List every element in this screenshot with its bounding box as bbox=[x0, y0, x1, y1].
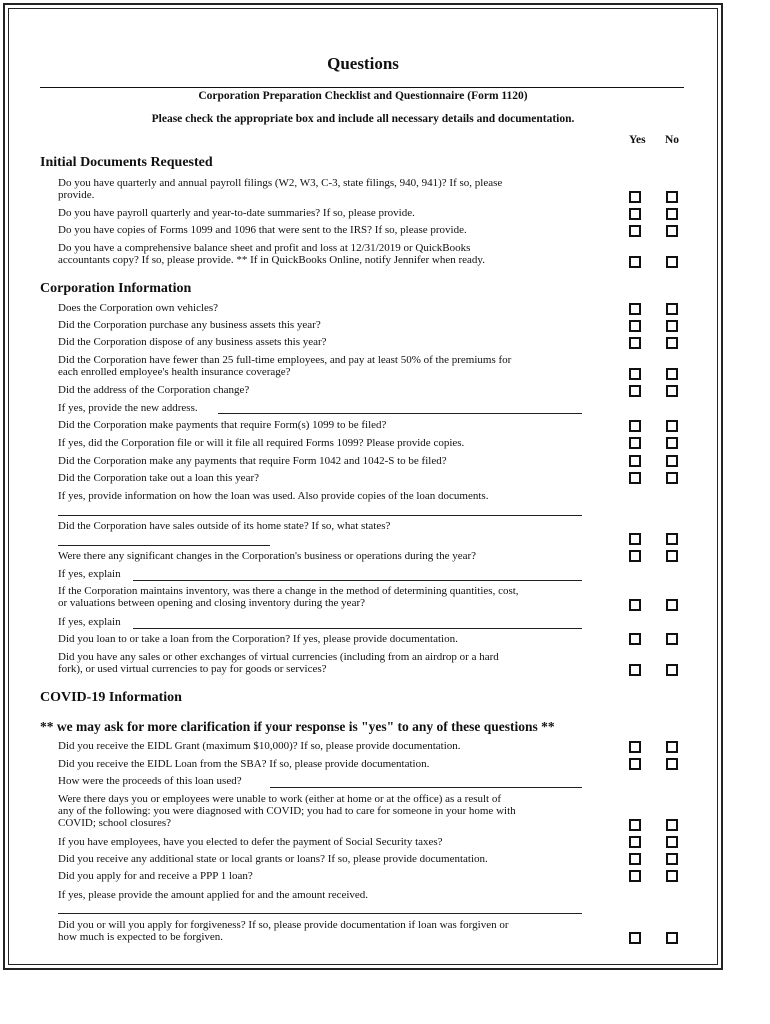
question-dispose-assets: Did the Corporation dispose of any business assets this year? bbox=[58, 336, 327, 348]
checkbox-yes-payroll-filings[interactable] bbox=[629, 191, 641, 203]
checkbox-yes-health-insurance[interactable] bbox=[629, 368, 641, 380]
checkbox-no-state-local-grants[interactable] bbox=[666, 853, 678, 865]
loan-usage-field[interactable] bbox=[58, 515, 582, 516]
checkbox-yes-sales-outside-state[interactable] bbox=[629, 533, 641, 545]
question-loan-corporation: Did you loan to or take a loan from the Corporation? If yes, please provide documentation. bbox=[58, 633, 458, 645]
checkbox-no-sales-outside-state[interactable] bbox=[666, 533, 678, 545]
question-form-1099-payments: Did the Corporation make payments that require Form(s) 1099 to be filed? bbox=[58, 419, 387, 431]
question-filed-forms-1099: If yes, did the Corporation file or will it file all required Forms 1099? Please provide copies. bbox=[58, 437, 465, 449]
label-loan-proceeds: How were the proceeds of this loan used? bbox=[58, 775, 242, 787]
checkbox-no-eidl-loan[interactable] bbox=[666, 758, 678, 770]
checkbox-no-ppp-forgiveness[interactable] bbox=[666, 932, 678, 944]
question-virtual-currencies: Did you have any sales or other exchanges of virtual currencies (including from an airdrop or a hard fork), or used virtual currencies to pay for goods or services? bbox=[58, 651, 499, 675]
checkbox-no-health-insurance[interactable] bbox=[666, 368, 678, 380]
question-ppp-forgiveness: Did you or will you apply for forgiveness? If so, please provide documentation if loan was forgiven or how much is expected to be forgiven. bbox=[58, 919, 509, 943]
checkbox-yes-balance-sheet[interactable] bbox=[629, 256, 641, 268]
question-state-local-grants: Did you receive any additional state or local grants or loans? If so, please provide documentation. bbox=[58, 853, 488, 865]
question-sales-outside-state: Did the Corporation have sales outside of its home state? If so, what states? bbox=[58, 520, 391, 532]
checkbox-yes-state-local-grants[interactable] bbox=[629, 853, 641, 865]
page-title: Questions bbox=[327, 54, 399, 73]
explain-changes-field[interactable] bbox=[133, 580, 582, 581]
checkbox-yes-virtual-currencies[interactable] bbox=[629, 664, 641, 676]
column-header-no: No bbox=[665, 134, 680, 146]
checkbox-yes-take-loan[interactable] bbox=[629, 472, 641, 484]
checkbox-no-balance-sheet[interactable] bbox=[666, 256, 678, 268]
checkbox-no-own-vehicles[interactable] bbox=[666, 303, 678, 315]
label-explain-inventory: If yes, explain bbox=[58, 616, 121, 628]
section-heading-initial-documents: Initial Documents Requested bbox=[40, 155, 213, 170]
states-field[interactable] bbox=[58, 545, 270, 546]
section-heading-corporation-information: Corporation Information bbox=[40, 281, 192, 296]
question-own-vehicles: Does the Corporation own vehicles? bbox=[58, 302, 219, 314]
checkbox-no-inventory-method[interactable] bbox=[666, 599, 678, 611]
column-header-yes: Yes bbox=[629, 134, 646, 146]
checkbox-no-eidl-grant[interactable] bbox=[666, 741, 678, 753]
section-heading-covid: COVID-19 Information bbox=[40, 690, 182, 705]
checkbox-yes-form-1099-payments[interactable] bbox=[629, 420, 641, 432]
checkbox-yes-dispose-assets[interactable] bbox=[629, 337, 641, 349]
checkbox-yes-eidl-grant[interactable] bbox=[629, 741, 641, 753]
loan-proceeds-field[interactable] bbox=[270, 787, 582, 788]
checkbox-no-defer-social-security[interactable] bbox=[666, 836, 678, 848]
question-health-insurance: Did the Corporation have fewer than 25 full-time employees, and pay at least 50% of the premiums for each enrolled employee's health insurance coverage? bbox=[58, 354, 512, 378]
checkbox-no-filed-forms-1099[interactable] bbox=[666, 437, 678, 449]
title-divider bbox=[40, 87, 684, 88]
label-explain-changes: If yes, explain bbox=[58, 568, 121, 580]
question-forms-1099-1096: Do you have copies of Forms 1099 and 1096 that were sent to the IRS? If so, please provide. bbox=[58, 224, 467, 236]
checkbox-no-payroll-summaries[interactable] bbox=[666, 208, 678, 220]
checkbox-yes-unable-to-work[interactable] bbox=[629, 819, 641, 831]
checkbox-no-dispose-assets[interactable] bbox=[666, 337, 678, 349]
checkbox-yes-loan-corporation[interactable] bbox=[629, 633, 641, 645]
checkbox-no-virtual-currencies[interactable] bbox=[666, 664, 678, 676]
question-business-changes: Were there any significant changes in the Corporation's business or operations during the year? bbox=[58, 550, 477, 562]
checkbox-no-take-loan[interactable] bbox=[666, 472, 678, 484]
checkbox-yes-business-changes[interactable] bbox=[629, 550, 641, 562]
checkbox-yes-ppp-forgiveness[interactable] bbox=[629, 932, 641, 944]
new-address-field[interactable] bbox=[218, 413, 582, 414]
label-new-address: If yes, provide the new address. bbox=[58, 402, 198, 414]
question-eidl-loan: Did you receive the EIDL Loan from the SBA? If so, please provide documentation. bbox=[58, 758, 430, 770]
checkbox-no-ppp-loan[interactable] bbox=[666, 870, 678, 882]
checkbox-yes-forms-1099-1096[interactable] bbox=[629, 225, 641, 237]
ppp-amount-field[interactable] bbox=[58, 913, 582, 914]
checkbox-no-loan-corporation[interactable] bbox=[666, 633, 678, 645]
checkbox-yes-eidl-loan[interactable] bbox=[629, 758, 641, 770]
question-ppp-loan: Did you apply for and receive a PPP 1 loan? bbox=[58, 870, 253, 882]
checkbox-no-address-change[interactable] bbox=[666, 385, 678, 397]
form-subtitle: Corporation Preparation Checklist and Questionnaire (Form 1120) bbox=[198, 90, 528, 102]
checkbox-no-unable-to-work[interactable] bbox=[666, 819, 678, 831]
checkbox-yes-inventory-method[interactable] bbox=[629, 599, 641, 611]
checkbox-no-form-1042[interactable] bbox=[666, 455, 678, 467]
checkbox-no-purchase-assets[interactable] bbox=[666, 320, 678, 332]
checkbox-no-business-changes[interactable] bbox=[666, 550, 678, 562]
checkbox-no-form-1099-payments[interactable] bbox=[666, 420, 678, 432]
question-balance-sheet: Do you have a comprehensive balance sheet and profit and loss at 12/31/2019 or QuickBooks accountants copy? If so, please provide. ** If in QuickBooks Online, notify Jennifer when ready. bbox=[58, 242, 485, 266]
question-payroll-filings: Do you have quarterly and annual payroll filings (W2, W3, C-3, state filings, 940, 941)? If so, please provide. bbox=[58, 177, 503, 201]
covid-clarification-note: ** we may ask for more clarification if your response is "yes" to any of these questions ** bbox=[40, 719, 555, 734]
checkbox-yes-own-vehicles[interactable] bbox=[629, 303, 641, 315]
checkbox-yes-filed-forms-1099[interactable] bbox=[629, 437, 641, 449]
question-payroll-summaries: Do you have payroll quarterly and year-to-date summaries? If so, please provide. bbox=[58, 207, 415, 219]
question-unable-to-work: Were there days you or employees were unable to work (either at home or at the office) as a result of any of the following: you were diagnosed with COVID; you had to care for someone in your home with COVID; school closures? bbox=[58, 793, 516, 829]
checkbox-yes-payroll-summaries[interactable] bbox=[629, 208, 641, 220]
checkbox-yes-form-1042[interactable] bbox=[629, 455, 641, 467]
checkbox-yes-address-change[interactable] bbox=[629, 385, 641, 397]
checkbox-yes-defer-social-security[interactable] bbox=[629, 836, 641, 848]
label-ppp-amount: If yes, please provide the amount applied for and the amount received. bbox=[58, 889, 369, 901]
checkbox-no-forms-1099-1096[interactable] bbox=[666, 225, 678, 237]
checkbox-yes-purchase-assets[interactable] bbox=[629, 320, 641, 332]
question-form-1042: Did the Corporation make any payments that require Form 1042 and 1042-S to be filed? bbox=[58, 455, 447, 467]
checkbox-yes-ppp-loan[interactable] bbox=[629, 870, 641, 882]
question-purchase-assets: Did the Corporation purchase any business assets this year? bbox=[58, 319, 321, 331]
question-inventory-method: If the Corporation maintains inventory, was there a change in the method of determining quantities, cost, or valuations between opening and closing inventory during the year? bbox=[58, 585, 519, 609]
explain-inventory-field[interactable] bbox=[133, 628, 582, 629]
instruction-text: Please check the appropriate box and include all necessary details and documentation. bbox=[151, 113, 575, 125]
question-address-change: Did the address of the Corporation change? bbox=[58, 384, 250, 396]
checkbox-no-payroll-filings[interactable] bbox=[666, 191, 678, 203]
question-eidl-grant: Did you receive the EIDL Grant (maximum $10,000)? If so, please provide documentation. bbox=[58, 740, 461, 752]
question-defer-social-security: If you have employees, have you elected to defer the payment of Social Security taxes? bbox=[58, 836, 443, 848]
question-take-loan: Did the Corporation take out a loan this year? bbox=[58, 472, 259, 484]
label-loan-usage: If yes, provide information on how the loan was used. Also provide copies of the loan documents. bbox=[58, 490, 489, 502]
